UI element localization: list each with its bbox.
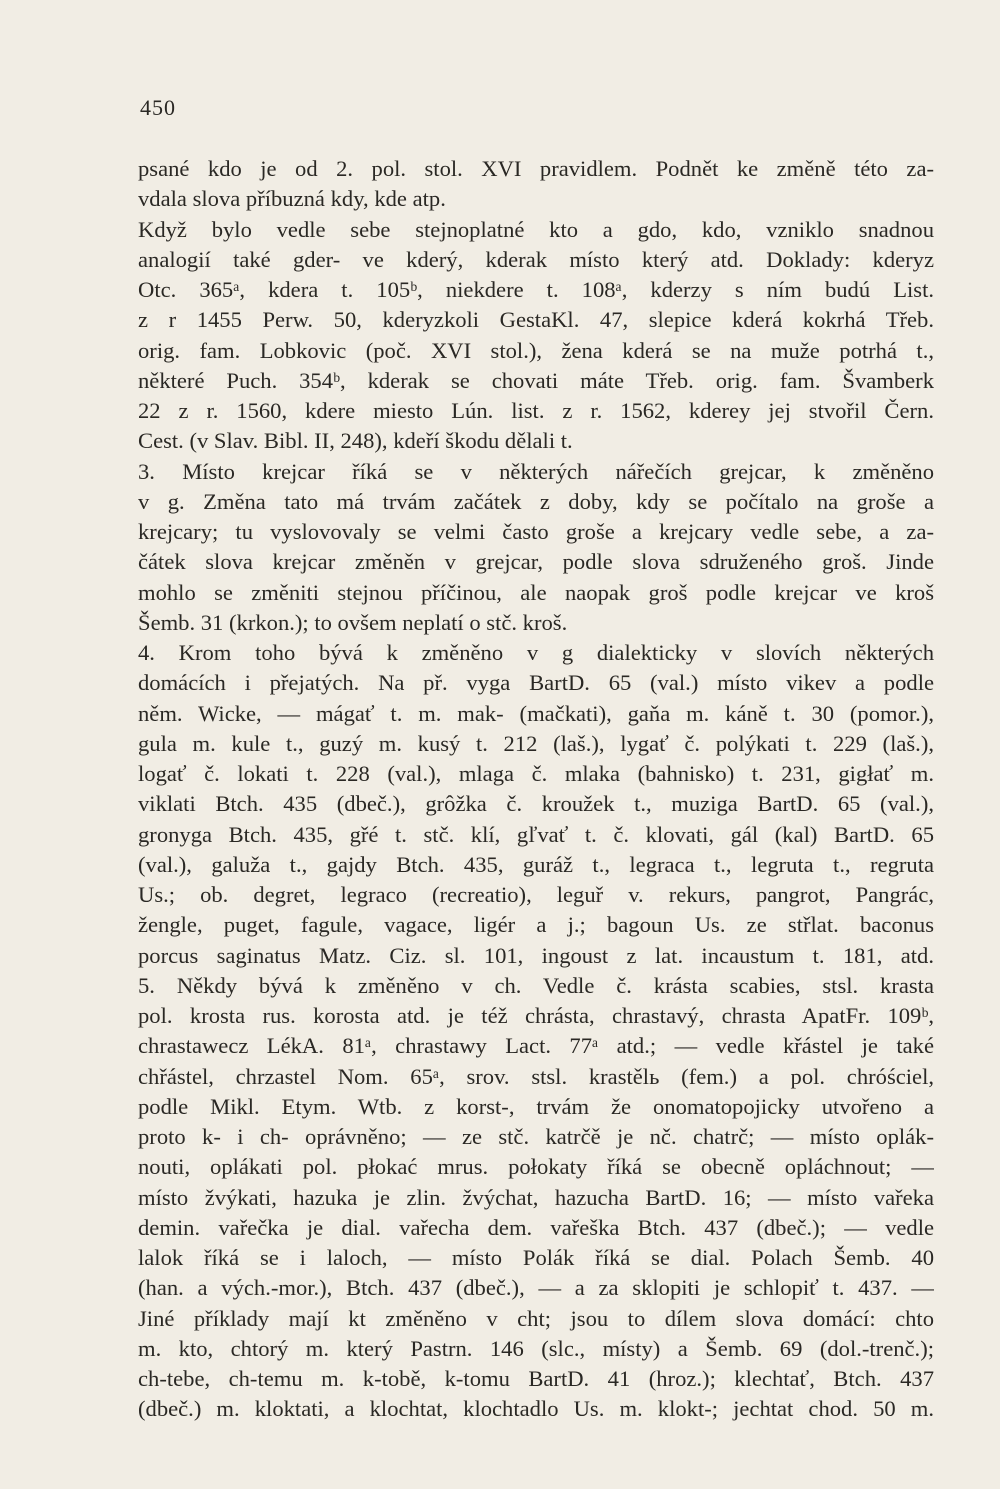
text-line: krejcary; tu vyslovovaly se velmi často groše a krejcary vedle sebe, a za- <box>138 519 934 544</box>
body-text <box>138 154 934 1425</box>
text-line: proto k- i ch- oprávněno; — ze stč. katrčě je nč. chatrč; — místo oplák- <box>138 1124 934 1149</box>
page-number: 450 <box>140 95 176 120</box>
text-line: domácích i přejatých. Na př. vyga BartD. 65 (val.) místo vikev a podle <box>138 670 934 696</box>
text-line: logať č. lokati t. 228 (val.), mlaga č. mlaka (bahnisko) t. 231, gigłať m. <box>138 761 934 786</box>
text-line: (val.), galuža t., gajdy Btch. 435, guráž t., legraca t., legruta t., regruta <box>138 851 934 877</box>
text-line: některé Puch. 354ᵇ, kderak se chovati máte Třeb. orig. fam. Švamberk <box>138 367 934 393</box>
text-line: Otc. 365ᵃ, kdera t. 105ᵇ, niekdere t. 108ᵃ, kderzy s ním budú List. <box>138 277 934 302</box>
text-line: něm. Wicke, — mágať t. m. mak- (mačkati), gaňa m. káně t. 30 (pomor.), <box>138 700 934 726</box>
text-line: pol. krosta rus. korosta atd. je též chrásta, chrastavý, chrasta ApatFr. 109ᵇ, <box>138 1003 934 1028</box>
text-line: demin. vařečka je dial. vařecha dem. vařeška Btch. 437 (dbeč.); — vedle <box>138 1214 934 1240</box>
text-line: Šemb. 31 (krkon.); to ovšem neplatí o stč. kroš. <box>138 609 568 635</box>
text-line: z r 1455 Perw. 50, kderyzkoli GestaKl. 47, slepice kderá kokrhá Třeb. <box>138 307 934 333</box>
text-line: Jiné příklady mají kt změněno v cht; jsou to dílem slova domácí: chto <box>138 1305 934 1331</box>
text-line: nouti, oplákati pol. płokać mrus. połokaty říká se obecně opláchnout; — <box>138 1154 934 1180</box>
text-line: místo žvýkati, hazuka je zlin. žvýchat, hazucha BartD. 16; — místo vařeka <box>138 1184 934 1210</box>
text-line: chřástel, chrzastel Nom. 65ᵃ, srov. stsl. krastělь (fem.) a pol. chróściel, <box>138 1063 934 1089</box>
text-line: v g. Změna tato má trvám začátek z doby, kdy se počítalo na groše a <box>138 488 934 514</box>
text-line: 22 z r. 1560, kdere miesto Lún. list. z r. 1562, kderey jej stvořil Čern. <box>138 398 934 423</box>
text-line: vdala slova příbuzná kdy, kde atp. <box>138 186 446 212</box>
text-line: porcus saginatus Matz. Ciz. sl. 101, ingoust z lat. incaustum t. 181, atd. <box>138 942 934 968</box>
text-line: 5. Někdy bývá k změněno v ch. Vedle č. krásta scabies, stsl. krasta <box>138 972 934 998</box>
text-line: (han. a vých.-mor.), Btch. 437 (dbeč.), — a za sklopiti je schlopiť t. 437. — <box>138 1275 934 1301</box>
text-line: Cest. (v Slav. Bibl. II, 248), kdeří škodu dělali t. <box>138 428 573 454</box>
text-line: analogií také gder- ve kderý, kderak místo který atd. Doklady: kderyz <box>138 246 934 272</box>
text-line: chrastawecz LékA. 81ᵃ, chrastawy Lact. 77ᵃ atd.; — vedle křástel je také <box>138 1033 934 1059</box>
text-line: Když bylo vedle sebe stejnoplatné kto a gdo, kdo, vzniklo snadnou <box>138 216 934 242</box>
text-line: m. kto, chtorý m. který Pastrn. 146 (slc., místy) a Šemb. 69 (dol.-trenč.); <box>138 1335 934 1361</box>
text-line: čátek slova krejcar změněn v grejcar, podle slova sdruženého groš. Jinde <box>138 549 934 575</box>
text-line: gronyga Btch. 435, gřé t. stč. klí, gľvať t. č. klovati, gál (kal) BartD. 65 <box>138 821 934 847</box>
text-line: psané kdo je od 2. pol. stol. XVI pravidlem. Podnět ke změně této za- <box>138 156 934 181</box>
text-line: mohlo se změniti stejnou příčinou, ale naopak groš podle krejcar ve kroš <box>138 579 934 605</box>
text-line: žengle, puget, fagule, vagace, ligér a j.; bagoun Us. ze střlat. baconus <box>138 912 934 938</box>
text-line: lalok říká se i laloch, — místo Polák říká se dial. Polach Šemb. 40 <box>138 1245 934 1270</box>
text-line: Us.; ob. degret, legraco (recreatio), leguř v. rekurs, pangrot, Pangrác, <box>138 882 934 907</box>
text-line: orig. fam. Lobkovic (poč. XVI stol.), žena kderá se na muže potrhá t., <box>138 337 934 363</box>
text-line: podle Mikl. Etym. Wtb. z korst-, trvám že onomatopojicky utvořeno a <box>138 1093 934 1119</box>
text-line: (dbeč.) m. kloktati, a klochtat, klochtadlo Us. m. klokt-; jechtat chod. 50 m. <box>138 1396 934 1422</box>
text-line: 3. Místo krejcar říká se v některých nářečích grejcar, k změněno <box>138 458 934 484</box>
text-line: gula m. kule t., guzý m. kusý t. 212 (laš.), lygať č. polýkati t. 229 (laš.), <box>138 730 934 756</box>
text-line: viklati Btch. 435 (dbeč.), grôžka č. kroužek t., muziga BartD. 65 (val.), <box>138 791 934 817</box>
text-line: 4. Krom toho bývá k změněno v g dialekticky v slovích některých <box>138 640 934 665</box>
text-line: ch-tebe, ch-temu m. k-tobě, k-tomu BartD. 41 (hroz.); klechtať, Btch. 437 <box>138 1366 934 1391</box>
